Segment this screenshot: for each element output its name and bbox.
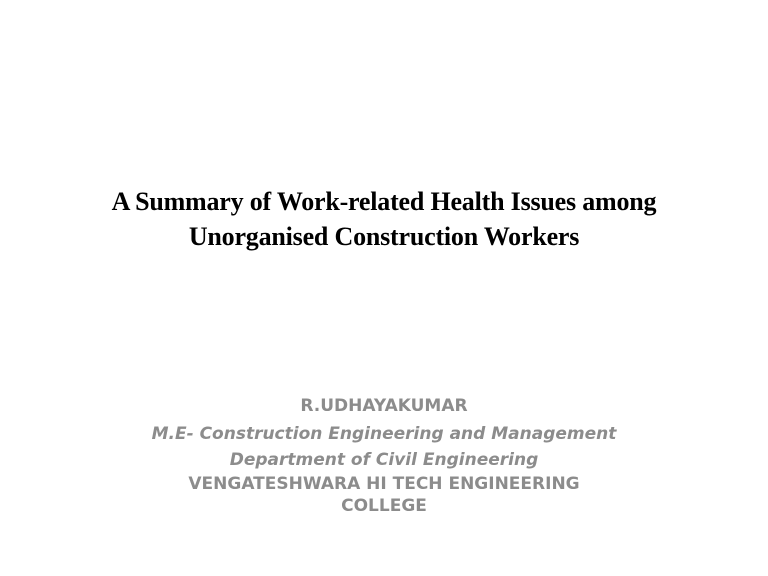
- slide-title: [40, 184, 728, 254]
- author-degree: M.E- Construction Engineering and Management: [151, 424, 617, 444]
- author-college-line-1: VENGATESHWARA HI TECH ENGINEERING: [188, 474, 580, 494]
- author-college-line-2: COLLEGE: [341, 496, 427, 516]
- title-line-2: Unorganised Construction Workers: [188, 222, 580, 251]
- title-line-1: A Summary of Work-related Health Issues among: [111, 187, 657, 216]
- author-name: R.UDHAYAKUMAR: [300, 396, 468, 416]
- author-block: [80, 395, 688, 517]
- author-department: Department of Civil Engineering: [229, 450, 539, 470]
